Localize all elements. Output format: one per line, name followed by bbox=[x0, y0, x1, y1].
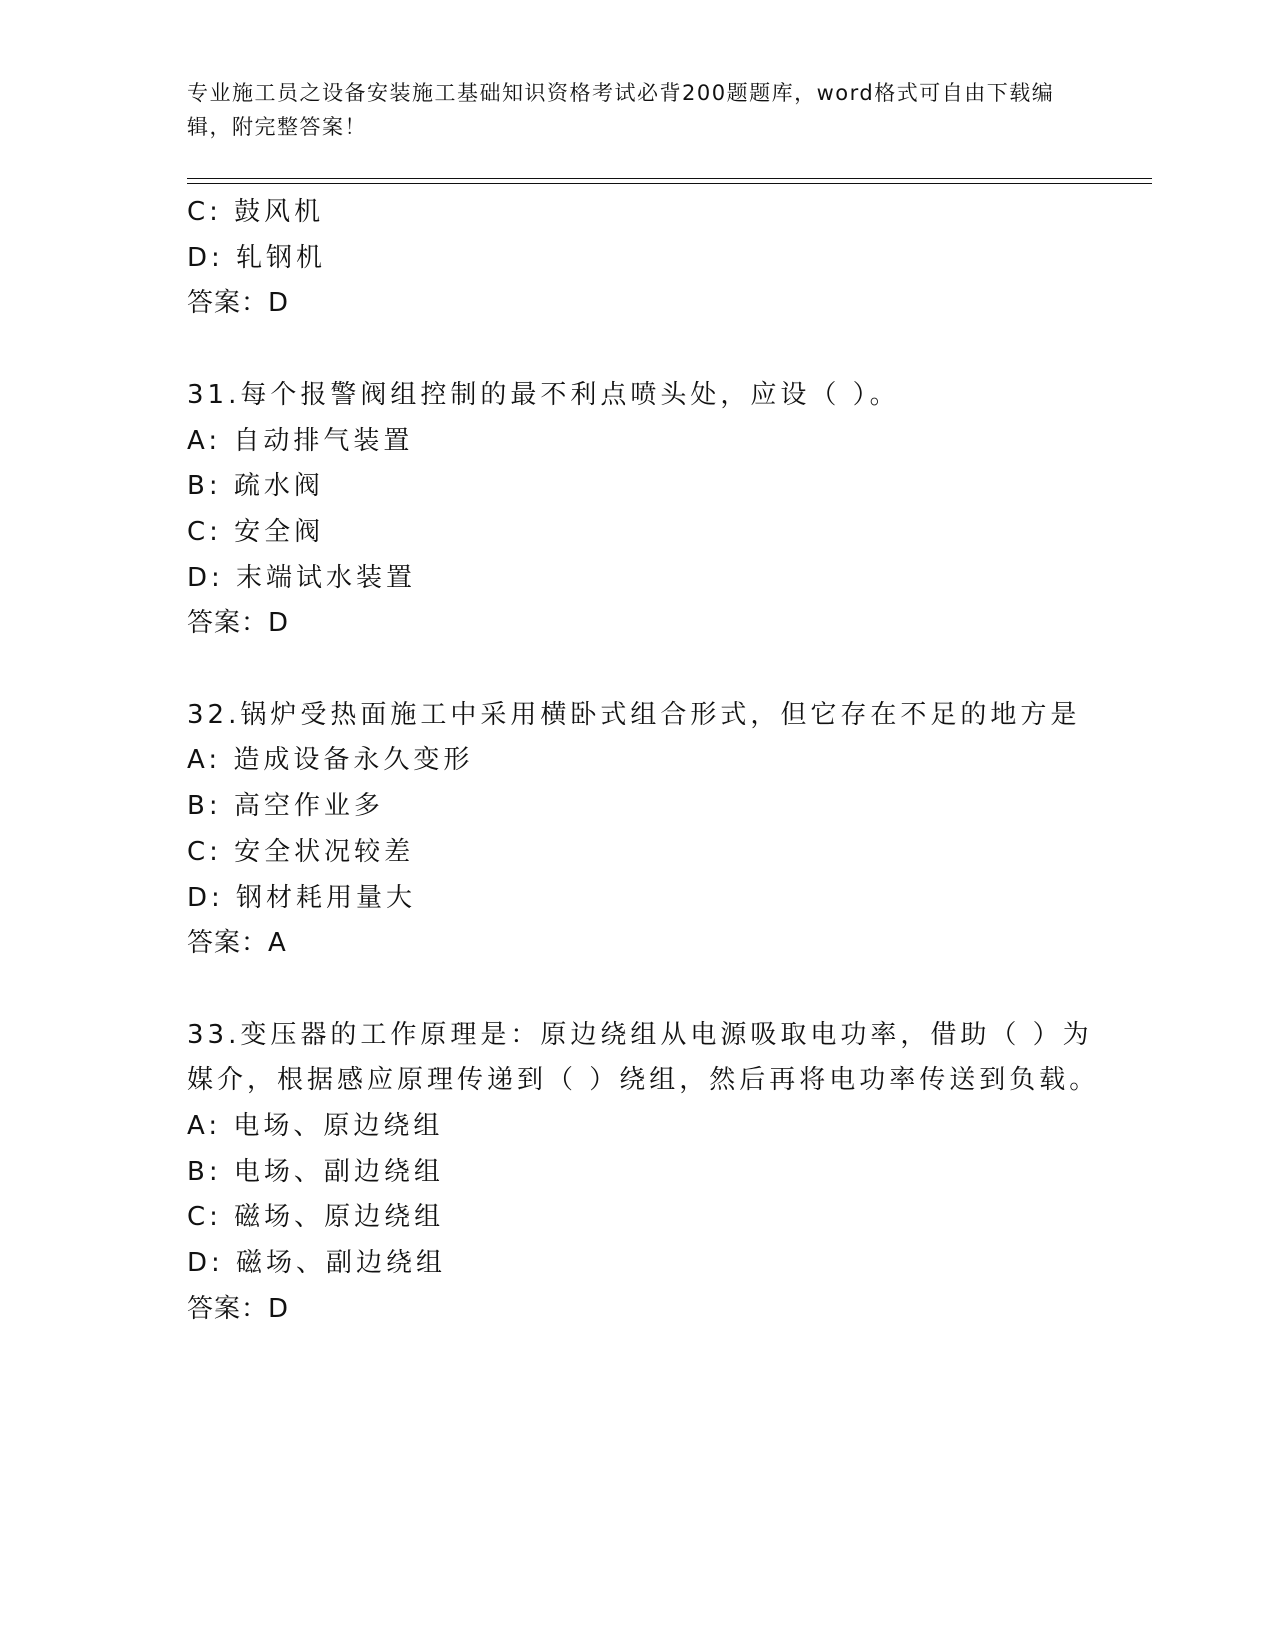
header-divider-bottom bbox=[187, 183, 1152, 184]
option-line: C: 磁场、原边绕组 bbox=[187, 1202, 445, 1233]
question-content bbox=[187, 190, 1147, 1333]
option-line: B: 疏水阀 bbox=[187, 471, 324, 502]
option-line: A: 电场、原边绕组 bbox=[187, 1111, 444, 1142]
option-line: C: 鼓风机 bbox=[187, 197, 325, 227]
blank-line bbox=[187, 647, 1147, 693]
option-line: B: 电场、副边绕组 bbox=[187, 1156, 444, 1187]
option-line: C: 安全阀 bbox=[187, 516, 325, 547]
option-line: C: 安全状况较差 bbox=[187, 836, 415, 867]
option-line: D: 磁场、副边绕组 bbox=[187, 1248, 447, 1279]
answer-line: 答案：A bbox=[187, 928, 287, 959]
blank-line bbox=[187, 967, 1147, 1013]
document-title: 专业施工员之设备安装施工基础知识资格考试必背200题题库，word格式可自由下载编辑，附完整答案！ bbox=[187, 81, 1055, 139]
option-line: D: 末端试水装置 bbox=[187, 562, 417, 593]
blank-line bbox=[187, 327, 1147, 373]
option-line: D: 轧钢机 bbox=[187, 242, 327, 273]
document-header bbox=[187, 76, 1087, 144]
question-stem: 33.变压器的工作原理是：原边绕组从电源吸取电功率，借助（ ）为 bbox=[187, 1019, 1093, 1050]
option-line: D: 钢材耗用量大 bbox=[187, 882, 417, 913]
answer-line: 答案：D bbox=[187, 608, 290, 639]
header-divider-top bbox=[187, 178, 1152, 179]
answer-line: 答案：D bbox=[187, 1293, 290, 1324]
question-stem: 32.锅炉受热面施工中采用横卧式组合形式，但它存在不足的地方是 bbox=[187, 699, 1081, 730]
question-stem: 31.每个报警阀组控制的最不利点喷头处，应设（ ）。 bbox=[187, 379, 900, 410]
answer-line: 答案：D bbox=[187, 288, 290, 319]
option-line: B: 高空作业多 bbox=[187, 791, 384, 822]
option-line: A: 造成设备永久变形 bbox=[187, 745, 474, 776]
question-stem-continued: 媒介，根据感应原理传递到（ ）绕组，然后再将电功率传送到负载。 bbox=[187, 1065, 1100, 1096]
option-line: A: 自动排气装置 bbox=[187, 425, 414, 456]
